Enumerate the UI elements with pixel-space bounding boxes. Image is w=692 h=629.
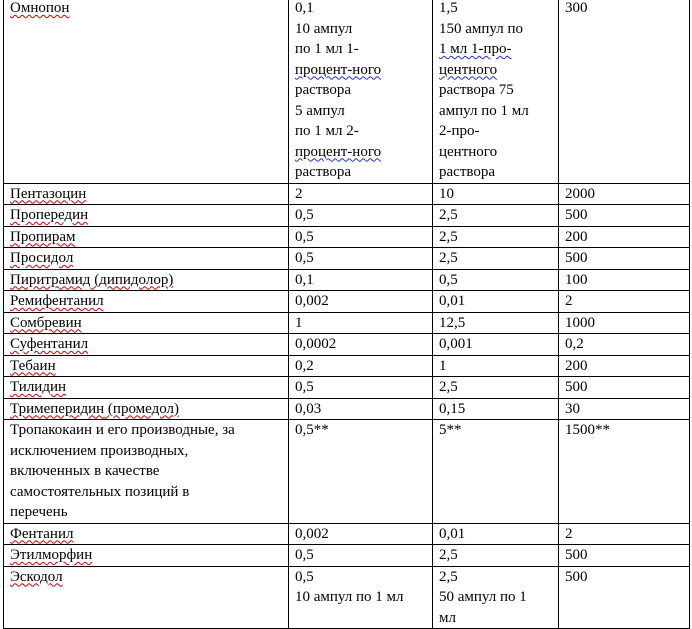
- substance-name-cell: [4, 0, 289, 183]
- table-row: [4, 377, 690, 399]
- table-row: [4, 312, 690, 334]
- amount-cell: [433, 334, 559, 356]
- table-row: [4, 420, 690, 524]
- dose-value: 0,002: [295, 293, 329, 309]
- amount-line: ампул по 1 мл: [439, 102, 529, 119]
- table-row: [4, 566, 690, 629]
- amount-cell: [433, 226, 559, 248]
- substance-name-line: перечень: [10, 504, 68, 520]
- limit-cell: [559, 377, 690, 399]
- substance-name-cell: [4, 312, 289, 334]
- limit-cell: [559, 248, 690, 270]
- amount-line: [439, 39, 554, 60]
- dose-value: 0,002: [295, 525, 329, 542]
- amount-value: 2,5: [439, 547, 458, 563]
- substance-name: Омнопон: [10, 0, 70, 16]
- substance-name: Пропередин: [10, 207, 89, 223]
- limit-cell: [559, 523, 690, 545]
- limit-value: 2: [565, 293, 573, 309]
- dose-value: 0,03: [295, 400, 322, 417]
- table-row: [4, 183, 690, 205]
- dose-line: 0,1: [295, 0, 314, 16]
- amount-line: раствора: [439, 164, 496, 180]
- amount-line: 50 ампул по 1: [439, 589, 527, 605]
- limit-cell: [559, 291, 690, 313]
- dose-cell: [289, 566, 433, 629]
- dose-line: [295, 60, 428, 81]
- dose-value: 0,2: [295, 357, 314, 374]
- substance-name: Тилидин: [10, 379, 67, 395]
- dose-cell: [289, 355, 433, 377]
- limit-cell: [559, 398, 690, 420]
- amount-cell: [433, 355, 559, 377]
- limit-value: 500: [565, 547, 588, 563]
- amount-line-text: 1 мл 1-про-: [439, 41, 512, 57]
- substance-name-cell: [4, 291, 289, 313]
- amount-cell: [433, 545, 559, 567]
- limit-value: 500: [565, 250, 588, 266]
- amount-cell: [433, 183, 559, 205]
- limit-value: 300: [565, 0, 588, 16]
- amount-line: 2-про-: [439, 123, 480, 139]
- dose-value: 0,5: [295, 379, 314, 395]
- substance-name-cell: [4, 398, 289, 420]
- limit-value: 2000: [565, 185, 595, 202]
- dose-line-text: процент-ного: [295, 61, 382, 78]
- table-row: [4, 0, 690, 183]
- table-row: [4, 269, 690, 291]
- table-row: [4, 226, 690, 248]
- limit-value: 500: [565, 568, 588, 585]
- substance-name-cell: [4, 355, 289, 377]
- amount-value: 0,001: [439, 336, 473, 352]
- substance-name-part: Пиритрамид: [10, 271, 91, 288]
- amount-cell: [433, 205, 559, 227]
- substance-name-part: (дипидолор): [90, 271, 174, 288]
- dose-cell: [289, 291, 433, 313]
- dose-cell: [289, 523, 433, 545]
- substance-name-part: (промедол): [104, 400, 180, 417]
- amount-cell: [433, 566, 559, 629]
- substance-name: Пропирам: [10, 228, 76, 245]
- amount-line: мл: [439, 609, 456, 626]
- dose-cell: [289, 226, 433, 248]
- limit-cell: [559, 312, 690, 334]
- amount-line: 150 ампул по: [439, 20, 524, 37]
- table-row: [4, 334, 690, 356]
- amount-line: [439, 60, 554, 81]
- amount-value: 10: [439, 185, 454, 202]
- substance-name-line: исключением производных,: [10, 442, 189, 459]
- dose-cell: [289, 334, 433, 356]
- dose-line: 0,5: [295, 568, 314, 585]
- substance-name: Пентазоцин: [10, 185, 87, 202]
- amount-line: 2,5: [439, 568, 458, 585]
- limit-cell: [559, 355, 690, 377]
- substance-name-cell: [4, 420, 289, 524]
- amount-value: 2,5: [439, 207, 458, 223]
- substance-name-cell: [4, 248, 289, 270]
- table-row: [4, 205, 690, 227]
- table-row: [4, 248, 690, 270]
- amount-value: 12,5: [439, 314, 466, 331]
- amount-line: раствора 75: [439, 82, 514, 98]
- limit-value: 500: [565, 207, 588, 223]
- substance-name-line: самостоятельных позиций в: [10, 483, 190, 500]
- limit-cell: [559, 205, 690, 227]
- amount-cell: [433, 398, 559, 420]
- dose-cell: [289, 183, 433, 205]
- amount-value: 2,5: [439, 228, 458, 245]
- substance-name-cell: [4, 334, 289, 356]
- amount-value: 1: [439, 357, 447, 374]
- limit-cell: [559, 420, 690, 524]
- substance-name-cell: [4, 523, 289, 545]
- limit-value: 2: [565, 525, 573, 542]
- amount-cell: [433, 377, 559, 399]
- substance-name-cell: [4, 205, 289, 227]
- dose-value: 2: [295, 185, 303, 202]
- dose-cell: [289, 420, 433, 524]
- limit-value: 0,2: [565, 336, 584, 352]
- dose-cell: [289, 377, 433, 399]
- narcotics-table: [3, 0, 690, 629]
- dose-cell: [289, 205, 433, 227]
- amount-line: центного: [439, 143, 498, 160]
- substance-name: Фентанил: [10, 525, 74, 542]
- amount-value: 0,01: [439, 525, 466, 542]
- limit-value: 1500**: [565, 422, 610, 438]
- dose-value: 0,5: [295, 207, 314, 223]
- dose-line: по 1 мл 2-: [295, 123, 359, 139]
- dose-line: 10 ампул по 1 мл: [295, 589, 404, 605]
- dose-cell: [289, 312, 433, 334]
- dose-value: 0,5: [295, 547, 314, 563]
- limit-cell: [559, 545, 690, 567]
- substance-name: Тебаин: [10, 357, 56, 374]
- table-row: [4, 545, 690, 567]
- dose-value: 0,1: [295, 271, 314, 288]
- dose-cell: [289, 545, 433, 567]
- dose-value: 0,5: [295, 250, 314, 266]
- amount-cell: [433, 312, 559, 334]
- limit-cell: [559, 566, 690, 629]
- amount-line-text: центного: [439, 61, 498, 78]
- substance-name: Суфентанил: [10, 336, 89, 352]
- table-row: [4, 398, 690, 420]
- dose-value: 0,0002: [295, 336, 337, 352]
- substance-name: Ремифентанил: [10, 293, 104, 309]
- limit-cell: [559, 334, 690, 356]
- dose-line: 10 ампул: [295, 20, 353, 37]
- limit-value: 200: [565, 357, 588, 374]
- table-row: [4, 355, 690, 377]
- dose-value: 0,5: [295, 228, 314, 245]
- amount-value: 2,5: [439, 250, 458, 266]
- limit-cell: [559, 0, 690, 183]
- substance-name: Сомбревин: [10, 314, 82, 331]
- amount-value: 2,5: [439, 379, 458, 395]
- limit-value: 1000: [565, 314, 595, 331]
- table-row: [4, 523, 690, 545]
- limit-value: 500: [565, 379, 588, 395]
- dose-line: раствора: [295, 82, 352, 98]
- limit-cell: [559, 183, 690, 205]
- amount-value: 0,01: [439, 293, 466, 309]
- amount-cell: [433, 269, 559, 291]
- substance-name-line: Тропакокаин и его производные, за: [10, 422, 235, 438]
- limit-cell: [559, 269, 690, 291]
- limit-value: 100: [565, 271, 588, 288]
- amount-value: 0,5: [439, 271, 458, 288]
- amount-cell: [433, 0, 559, 183]
- limit-cell: [559, 226, 690, 248]
- substance-name-cell: [4, 226, 289, 248]
- table-row: [4, 291, 690, 313]
- substance-name-cell: [4, 183, 289, 205]
- amount-value: 5**: [439, 422, 462, 438]
- amount-cell: [433, 420, 559, 524]
- amount-cell: [433, 523, 559, 545]
- substance-name-line: включенных в качестве: [10, 463, 160, 479]
- amount-cell: [433, 291, 559, 313]
- amount-cell: [433, 248, 559, 270]
- substance-name-cell: [4, 269, 289, 291]
- substance-name-part: Тримеперидин: [10, 400, 105, 417]
- substance-name: Просидол: [10, 250, 74, 266]
- limit-value: 200: [565, 228, 588, 245]
- dose-cell: [289, 248, 433, 270]
- dose-cell: [289, 0, 433, 183]
- dose-cell: [289, 398, 433, 420]
- amount-line: 1,5: [439, 0, 458, 16]
- substance-name-cell: [4, 566, 289, 629]
- dose-value: 1: [295, 314, 303, 331]
- dose-line: [295, 142, 428, 163]
- dose-line-text: процент-ного: [295, 143, 382, 160]
- amount-value: 0,15: [439, 400, 466, 417]
- dose-value: 0,5**: [295, 422, 329, 438]
- substance-name-cell: [4, 377, 289, 399]
- dose-line: 5 ампул: [295, 102, 345, 119]
- substance-name: Этилморфин: [10, 547, 93, 563]
- dose-cell: [289, 269, 433, 291]
- limit-value: 30: [565, 400, 580, 417]
- substance-name-cell: [4, 545, 289, 567]
- dose-line: раствора: [295, 164, 352, 180]
- dose-line: по 1 мл 1-: [295, 41, 359, 57]
- substance-name: Эскодол: [10, 568, 63, 585]
